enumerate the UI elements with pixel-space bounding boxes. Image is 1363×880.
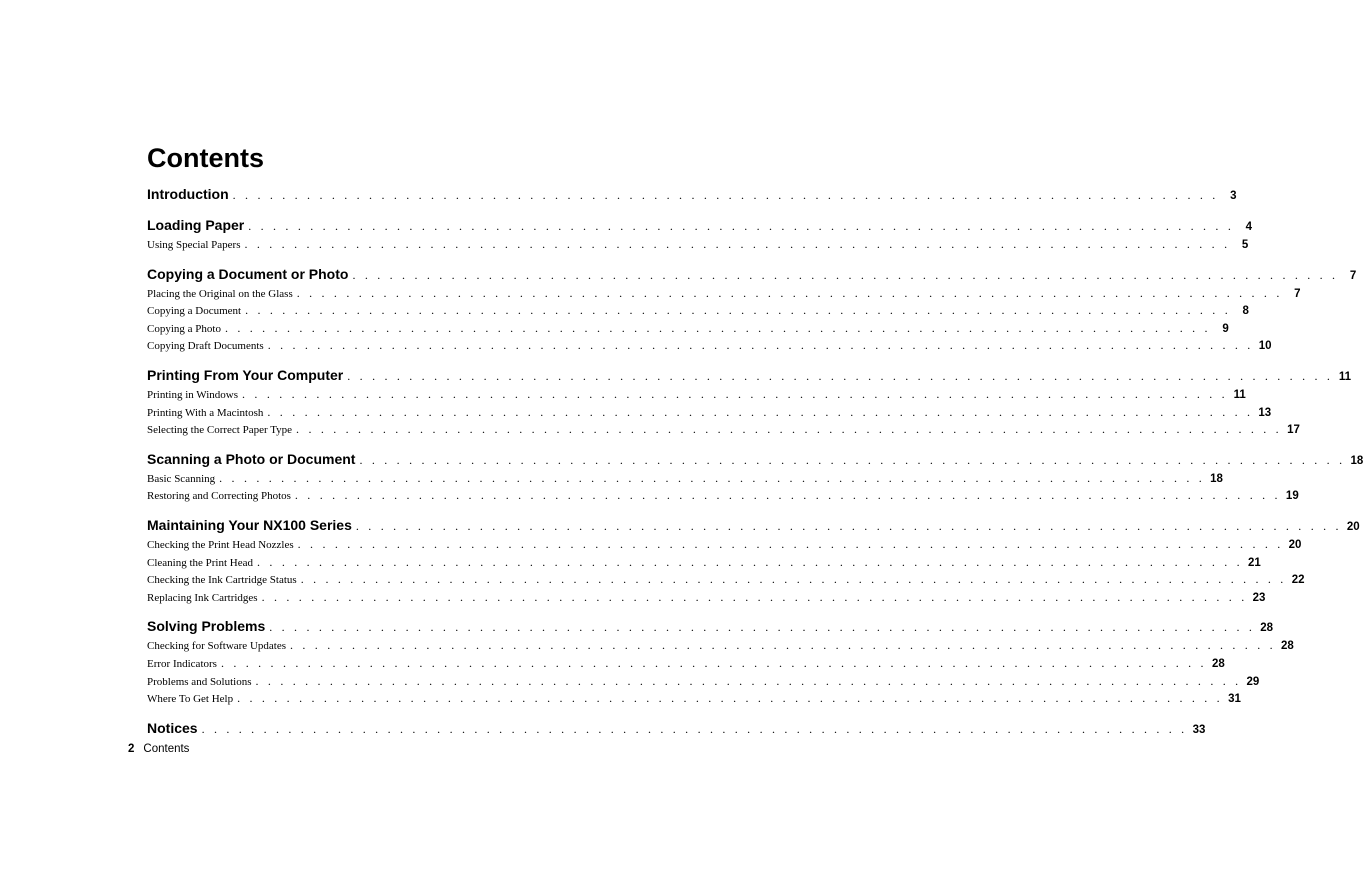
toc-subentry[interactable] (147, 554, 1261, 572)
toc-chapter-entry-label: Maintaining Your NX100 Series (147, 516, 352, 533)
toc-chapter-entry-page-number: 7 (1349, 269, 1357, 282)
toc-subentry-page-number: 13 (1258, 406, 1272, 419)
toc-section (147, 448, 1363, 505)
toc-subentry-label: Error Indicators (147, 657, 217, 670)
dot-leader: . . . . . . . . . . . . . . . . . . . . . . . . . . . . . . . . . . . . . . . . . . . . . . . . . . . . . . . . . . . . . . . . . . . . . . . . . . . . . . . . (219, 470, 1205, 485)
toc-subentry[interactable] (147, 673, 1260, 691)
toc-chapter-entry-page-number: 20 (1346, 520, 1360, 533)
dot-leader: . . . . . . . . . . . . . . . . . . . . . . . . . . . . . . . . . . . . . . . . . . . . . . . . . . . . . . . . . . . . . . . . . . . . . . . . . . . . . . . . (248, 219, 1235, 233)
page-footer (128, 741, 189, 757)
toc-section (147, 183, 1237, 205)
toc-chapter-entry[interactable] (147, 364, 1352, 386)
toc-subentry-page-number: 21 (1248, 556, 1261, 569)
toc-section (147, 263, 1357, 355)
toc-subentry[interactable] (147, 589, 1266, 607)
toc-subentry-page-number: 29 (1246, 675, 1260, 688)
toc-subentry-label: Selecting the Correct Paper Type (147, 424, 293, 437)
toc-subentry-page-number: 11 (1233, 388, 1246, 401)
dot-leader: . . . . . . . . . . . . . . . . . . . . . . . . . . . . . . . . . . . . . . . . . . . . . . . . . . . . . . . . . . . . . . . . . . . . . . . . . . . . . . . . (347, 368, 1334, 383)
toc-section (147, 717, 1206, 739)
toc-subentry[interactable] (147, 655, 1225, 673)
toc-subentry-page-number: 8 (1242, 305, 1249, 318)
toc-subentry-page-number: 22 (1291, 574, 1305, 587)
dot-leader: . . . . . . . . . . . . . . . . . . . . . . . . . . . . . . . . . . . . . . . . . . . . . . . . . . . . . . . . . . . . . . . . . . . . . . . . . . . . . . . . (224, 320, 1211, 335)
dot-leader: . . . . . . . . . . . . . . . . . . . . . . . . . . . . . . . . . . . . . . . . . . . . . . . . . . . . . . . . . . . . . . . . . . . . . . . . . . . . . . . . (300, 572, 1287, 587)
toc-subentry[interactable] (147, 386, 1246, 404)
toc-subentry[interactable] (147, 690, 1241, 708)
toc-chapter-entry-label: Notices (147, 719, 198, 736)
toc-subentry-page-number: 9 (1222, 322, 1229, 335)
toc-subentry-page-number: 28 (1211, 657, 1225, 670)
toc-subentry-page-number: 7 (1294, 287, 1301, 300)
dot-leader: . . . . . . . . . . . . . . . . . . . . . . . . . . . . . . . . . . . . . . . . . . . . . . . . . . . . . . . . . . . . . . . . . . . . . . . . . . . . . . . . (294, 488, 1281, 503)
toc-chapter-entry[interactable] (147, 183, 1237, 205)
dot-leader: . . . . . . . . . . . . . . . . . . . . . . . . . . . . . . . . . . . . . . . . . . . . . . . . . . . . . . . . . . . . . . . . . . . . . . . . . . . . . . . . (355, 518, 1342, 533)
toc-chapter-entry-label: Introduction (147, 186, 229, 202)
toc-subentry-label: Basic Scanning (147, 472, 216, 485)
toc-subentry-label: Printing in Windows (147, 388, 239, 401)
toc-subentry[interactable] (147, 285, 1301, 303)
dot-leader: . . . . . . . . . . . . . . . . . . . . . . . . . . . . . . . . . . . . . . . . . . . . . . . . . . . . . . . . . . . . . . . . . . . . . . . . . . . . . . . . (267, 404, 1254, 419)
dot-leader: . . . . . . . . . . . . . . . . . . . . . . . . . . . . . . . . . . . . . . . . . . . . . . . . . . . . . . . . . . . . . . . . . . . . . . . . . . . . . . . . (244, 237, 1231, 251)
toc-subentry-label: Checking the Ink Cartridge Status (147, 574, 297, 587)
toc-chapter-entry-page-number: 4 (1245, 221, 1253, 233)
dot-leader: . . . . . . . . . . . . . . . . . . . . . . . . . . . . . . . . . . . . . . . . . . . . . . . . . . . . . . . . . . . . . . . . . . . . . . . . . . . . . . . . (269, 620, 1256, 635)
toc-subentry[interactable] (147, 236, 1249, 254)
toc-section (147, 514, 1360, 606)
toc-subentry[interactable] (147, 320, 1229, 338)
dot-leader: . . . . . . . . . . . . . . . . . . . . . . . . . . . . . . . . . . . . . . . . . . . . . . . . . . . . . . . . . . . . . . . . . . . . . . . . . . . . . . . . (296, 422, 1282, 437)
toc-subentry[interactable] (147, 302, 1249, 320)
dot-leader: . . . . . . . . . . . . . . . . . . . . . . . . . . . . . . . . . . . . . . . . . . . . . . . . . . . . . . . . . . . . . . . . . . . . . . . . . . . . . . . . (267, 338, 1254, 353)
dot-leader: . . . . . . . . . . . . . . . . . . . . . . . . . . . . . . . . . . . . . . . . . . . . . . . . . . . . . . . . . . . . . . . . . . . . . . . . . . . . . . . . (220, 655, 1207, 670)
toc-chapter-entry-page-number: 33 (1192, 723, 1206, 736)
dot-leader: . . . . . . . . . . . . . . . . . . . . . . . . . . . . . . . . . . . . . . . . . . . . . . . . . . . . . . . . . . . . . . . . . . . . . . . . . . . . . . . . (261, 589, 1248, 604)
toc-subentry[interactable] (147, 571, 1305, 589)
toc-subentry-page-number: 23 (1252, 591, 1266, 604)
toc-subentry-page-number: 19 (1285, 490, 1299, 503)
toc-subentry[interactable] (147, 470, 1223, 488)
toc-subentry-label: Checking the Print Head Nozzles (147, 538, 294, 551)
toc-subentry-page-number: 10 (1258, 340, 1272, 353)
toc-chapter-entry[interactable] (147, 514, 1360, 536)
page-title: Contents (147, 143, 264, 173)
dot-leader: . . . . . . . . . . . . . . . . . . . . . . . . . . . . . . . . . . . . . . . . . . . . . . . . . . . . . . . . . . . . . . . . . . . . . . . . . . . . . . . . (232, 188, 1219, 202)
toc-subentry-page-number: 20 (1288, 538, 1302, 551)
dot-leader: . . . . . . . . . . . . . . . . . . . . . . . . . . . . . . . . . . . . . . . . . . . . . . . . . . . . . . . . . . . . . . . . . . . . . . . . . . . . . . . . (296, 285, 1283, 300)
toc-subentry[interactable] (147, 421, 1300, 439)
toc-chapter-entry-page-number: 11 (1338, 370, 1352, 383)
dot-leader: . . . . . . . . . . . . . . . . . . . . . . . . . . . . . . . . . . . . . . . . . . . . . . . . . . . . . . . . . . . . . . . . . . . . . . . . . . . . . . . . (237, 691, 1223, 706)
toc-subentry-label: Cleaning the Print Head (147, 556, 254, 569)
toc-subentry[interactable] (147, 337, 1272, 355)
toc-subentry-label: Replacing Ink Cartridges (147, 591, 258, 604)
toc-subentry-label: Using Special Papers (147, 239, 241, 251)
toc-chapter-entry[interactable] (147, 448, 1363, 470)
toc-chapter-entry-page-number: 18 (1350, 454, 1363, 467)
toc-chapter-entry[interactable] (147, 615, 1274, 637)
toc-chapter-entry-label: Copying a Document or Photo (147, 265, 349, 282)
toc-chapter-entry-page-number: 3 (1230, 190, 1237, 202)
toc-subentry-label: Copying Draft Documents (147, 340, 264, 353)
dot-leader: . . . . . . . . . . . . . . . . . . . . . . . . . . . . . . . . . . . . . . . . . . . . . . . . . . . . . . . . . . . . . . . . . . . . . . . . . . . . . . . . (201, 721, 1188, 736)
dot-leader: . . . . . . . . . . . . . . . . . . . . . . . . . . . . . . . . . . . . . . . . . . . . . . . . . . . . . . . . . . . . . . . . . . . . . . . . . . . . . . . . (359, 452, 1346, 467)
toc-subentry-label: Printing With a Macintosh (147, 406, 264, 419)
toc-chapter-entry-label: Solving Problems (147, 618, 266, 635)
toc-subentry-page-number: 17 (1287, 424, 1300, 437)
toc-section (147, 364, 1352, 439)
dot-leader: . . . . . . . . . . . . . . . . . . . . . . . . . . . . . . . . . . . . . . . . . . . . . . . . . . . . . . . . . . . . . . . . . . . . . . . . . . . . . . . . (352, 267, 1339, 282)
toc-subentry-label: Where To Get Help (147, 693, 234, 706)
toc-chapter-entry-page-number: 28 (1260, 622, 1274, 635)
toc-subentry-label: Checking for Software Updates (147, 640, 286, 653)
toc-subentry-page-number: 18 (1210, 472, 1223, 485)
toc-subentry-label: Copying a Photo (147, 322, 221, 335)
footer-page-number: 2 (128, 743, 135, 755)
table-of-contents (147, 183, 1363, 748)
toc-chapter-entry-label: Scanning a Photo or Document (147, 450, 356, 467)
toc-section (147, 615, 1294, 707)
toc-subentry[interactable] (147, 487, 1299, 505)
dot-leader: . . . . . . . . . . . . . . . . . . . . . . . . . . . . . . . . . . . . . . . . . . . . . . . . . . . . . . . . . . . . . . . . . . . . . . . . . . . . . . . . (297, 536, 1284, 551)
toc-chapter-entry[interactable] (147, 214, 1253, 236)
toc-section (147, 214, 1253, 254)
toc-chapter-entry[interactable] (147, 263, 1357, 285)
dot-leader: . . . . . . . . . . . . . . . . . . . . . . . . . . . . . . . . . . . . . . . . . . . . . . . . . . . . . . . . . . . . . . . . . . . . . . . . . . . . . . . . (290, 638, 1276, 653)
toc-subentry-label: Placing the Original on the Glass (147, 287, 293, 300)
dot-leader: . . . . . . . . . . . . . . . . . . . . . . . . . . . . . . . . . . . . . . . . . . . . . . . . . . . . . . . . . . . . . . . . . . . . . . . . . . . . . . . . (257, 554, 1243, 569)
toc-chapter-entry-label: Printing From Your Computer (147, 366, 344, 383)
dot-leader: . . . . . . . . . . . . . . . . . . . . . . . . . . . . . . . . . . . . . . . . . . . . . . . . . . . . . . . . . . . . . . . . . . . . . . . . . . . . . . . . (242, 386, 1228, 401)
toc-subentry-page-number: 5 (1241, 239, 1249, 251)
toc-subentry-label: Restoring and Correcting Photos (147, 490, 291, 503)
toc-subentry-page-number: 28 (1281, 640, 1294, 653)
toc-subentry[interactable] (147, 637, 1294, 655)
toc-chapter-entry[interactable] (147, 717, 1206, 739)
dot-leader: . . . . . . . . . . . . . . . . . . . . . . . . . . . . . . . . . . . . . . . . . . . . . . . . . . . . . . . . . . . . . . . . . . . . . . . . . . . . . . . . (245, 303, 1231, 318)
toc-subentry-page-number: 31 (1228, 693, 1241, 706)
toc-subentry[interactable] (147, 404, 1272, 422)
dot-leader: . . . . . . . . . . . . . . . . . . . . . . . . . . . . . . . . . . . . . . . . . . . . . . . . . . . . . . . . . . . . . . . . . . . . . . . . . . . . . . . . (255, 673, 1242, 688)
toc-subentry-label: Copying a Document (147, 305, 242, 318)
toc-subentry[interactable] (147, 536, 1302, 554)
toc-chapter-entry-label: Loading Paper (147, 217, 245, 233)
footer-label: Contents (143, 743, 190, 755)
toc-subentry-label: Problems and Solutions (147, 675, 252, 688)
